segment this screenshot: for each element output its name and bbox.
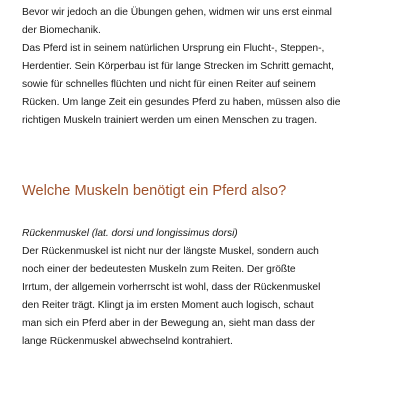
muscle-section bbox=[22, 225, 392, 351]
section-line: man sich ein Pferd aber in der Bewegung an, sieht man dass der bbox=[22, 318, 315, 329]
muscle-subheading: Rückenmuskel (lat. dorsi und longissimus dorsi) bbox=[22, 228, 238, 239]
section-line: Der Rückenmuskel ist nicht nur der längste Muskel, sondern auch bbox=[22, 246, 319, 257]
section-line: lange Rückenmuskel abwechselnd kontrahiert. bbox=[22, 336, 233, 347]
section-heading: Welche Muskeln benötigt ein Pferd also? bbox=[22, 183, 287, 199]
intro-paragraph bbox=[22, 4, 392, 130]
intro-line: der Biomechanik. bbox=[22, 25, 101, 36]
intro-line: richtigen Muskeln trainiert werden um einen Menschen zu tragen. bbox=[22, 115, 318, 126]
intro-line: Bevor wir jedoch an die Übungen gehen, widmen wir uns erst einmal bbox=[22, 7, 332, 18]
section-line: den Reiter trägt. Klingt ja im ersten Moment auch logisch, schaut bbox=[22, 300, 314, 311]
intro-line: Das Pferd ist in seinem natürlichen Ursprung ein Flucht-, Steppen-, bbox=[22, 43, 325, 54]
intro-line: Rücken. Um lange Zeit ein gesundes Pferd zu haben, müssen also die bbox=[22, 97, 341, 108]
section-line: Irrtum, der allgemein vorherrscht ist wohl, dass der Rückenmuskel bbox=[22, 282, 321, 293]
section-line: noch einer der bedeutesten Muskeln zum Reiten. Der größte bbox=[22, 264, 296, 275]
intro-line: Herdentier. Sein Körperbau ist für lange Strecken im Schritt gemacht, bbox=[22, 61, 334, 72]
intro-line: sowie für schnelles flüchten und nicht für einen Reiter auf seinem bbox=[22, 79, 316, 90]
